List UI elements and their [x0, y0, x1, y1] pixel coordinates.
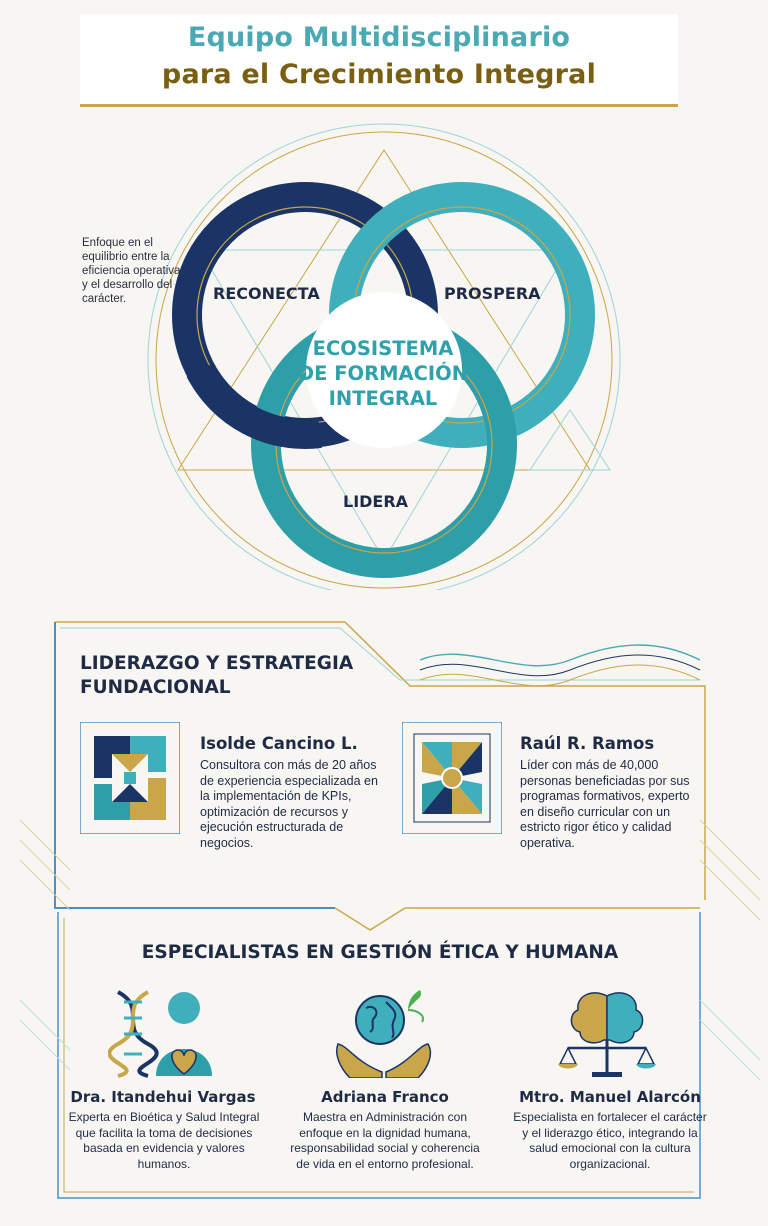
leadership-heading-line-2: FUNDACIONAL [80, 677, 231, 698]
ring-label-prospera: PROSPERA [444, 284, 541, 303]
center-label-line-1: ECOSISTEMA [312, 337, 454, 360]
specialist-name-manuel: Mtro. Manuel Alarcón [519, 1088, 701, 1106]
geometric-flower-icon [402, 722, 502, 834]
title-line-1: Equipo Multidisciplinario [187, 22, 571, 53]
person-desc-isolde: Consultora con más de 20 años de experiencia especializada en la implementación de KPIs, optimización de recursos y ejecución estructurada de negocios. [200, 758, 378, 850]
specialist-desc-itandehui: Experta en Bioética y Salud Integral que facilita la toma de decisiones basada en evidencia y valores humanos. [68, 1110, 260, 1171]
specialists-heading: ESPECIALISTAS EN GESTIÓN ÉTICA Y HUMANA [141, 942, 619, 963]
specialist-name-adriana: Adriana Franco [321, 1088, 449, 1106]
center-label [268, 336, 498, 411]
ring-label-lidera: LIDERA [343, 492, 409, 511]
title-line-2: para el Crecimiento Integral [161, 59, 597, 90]
specialist-desc-adriana: Maestra en Administración con enfoque en la dignidad humana, responsabilidad social y coherencia de vida en el entorno profesional. [290, 1110, 480, 1171]
person-name-raul: Raúl R. Ramos [520, 734, 655, 753]
leadership-heading [80, 652, 410, 700]
dna-person-heart-icon [108, 988, 218, 1078]
title-box [80, 14, 678, 106]
person-name-isolde: Isolde Cancino L. [200, 734, 358, 753]
title-divider [80, 104, 678, 107]
globe-hands-icon [330, 988, 440, 1078]
center-label-line-2: DE FORMACIÓN [297, 362, 469, 385]
ring-label-reconecta: RECONECTA [213, 284, 320, 303]
person-desc-raul: Líder con más de 40,000 personas beneficiadas por sus programas formativos, experto en diseño curricular con un estricto rigor ético y calidad operativa. [520, 758, 690, 850]
brain-scales-icon [552, 988, 662, 1078]
side-note: Enfoque en el equilibrio entre la eficiencia operativa y el desarrollo del carácter. [82, 237, 181, 305]
specialist-desc-manuel: Especialista en fortalecer el carácter y el liderazgo ético, integrando la salud emocional con la cultura organizacional. [513, 1110, 707, 1171]
geometric-pinwheel-icon [80, 722, 180, 834]
leadership-heading-line-1: LIDERAZGO Y ESTRATEGIA [80, 653, 354, 674]
center-label-line-3: INTEGRAL [328, 387, 438, 410]
specialist-name-itandehui: Dra. Itandehui Vargas [70, 1088, 256, 1106]
